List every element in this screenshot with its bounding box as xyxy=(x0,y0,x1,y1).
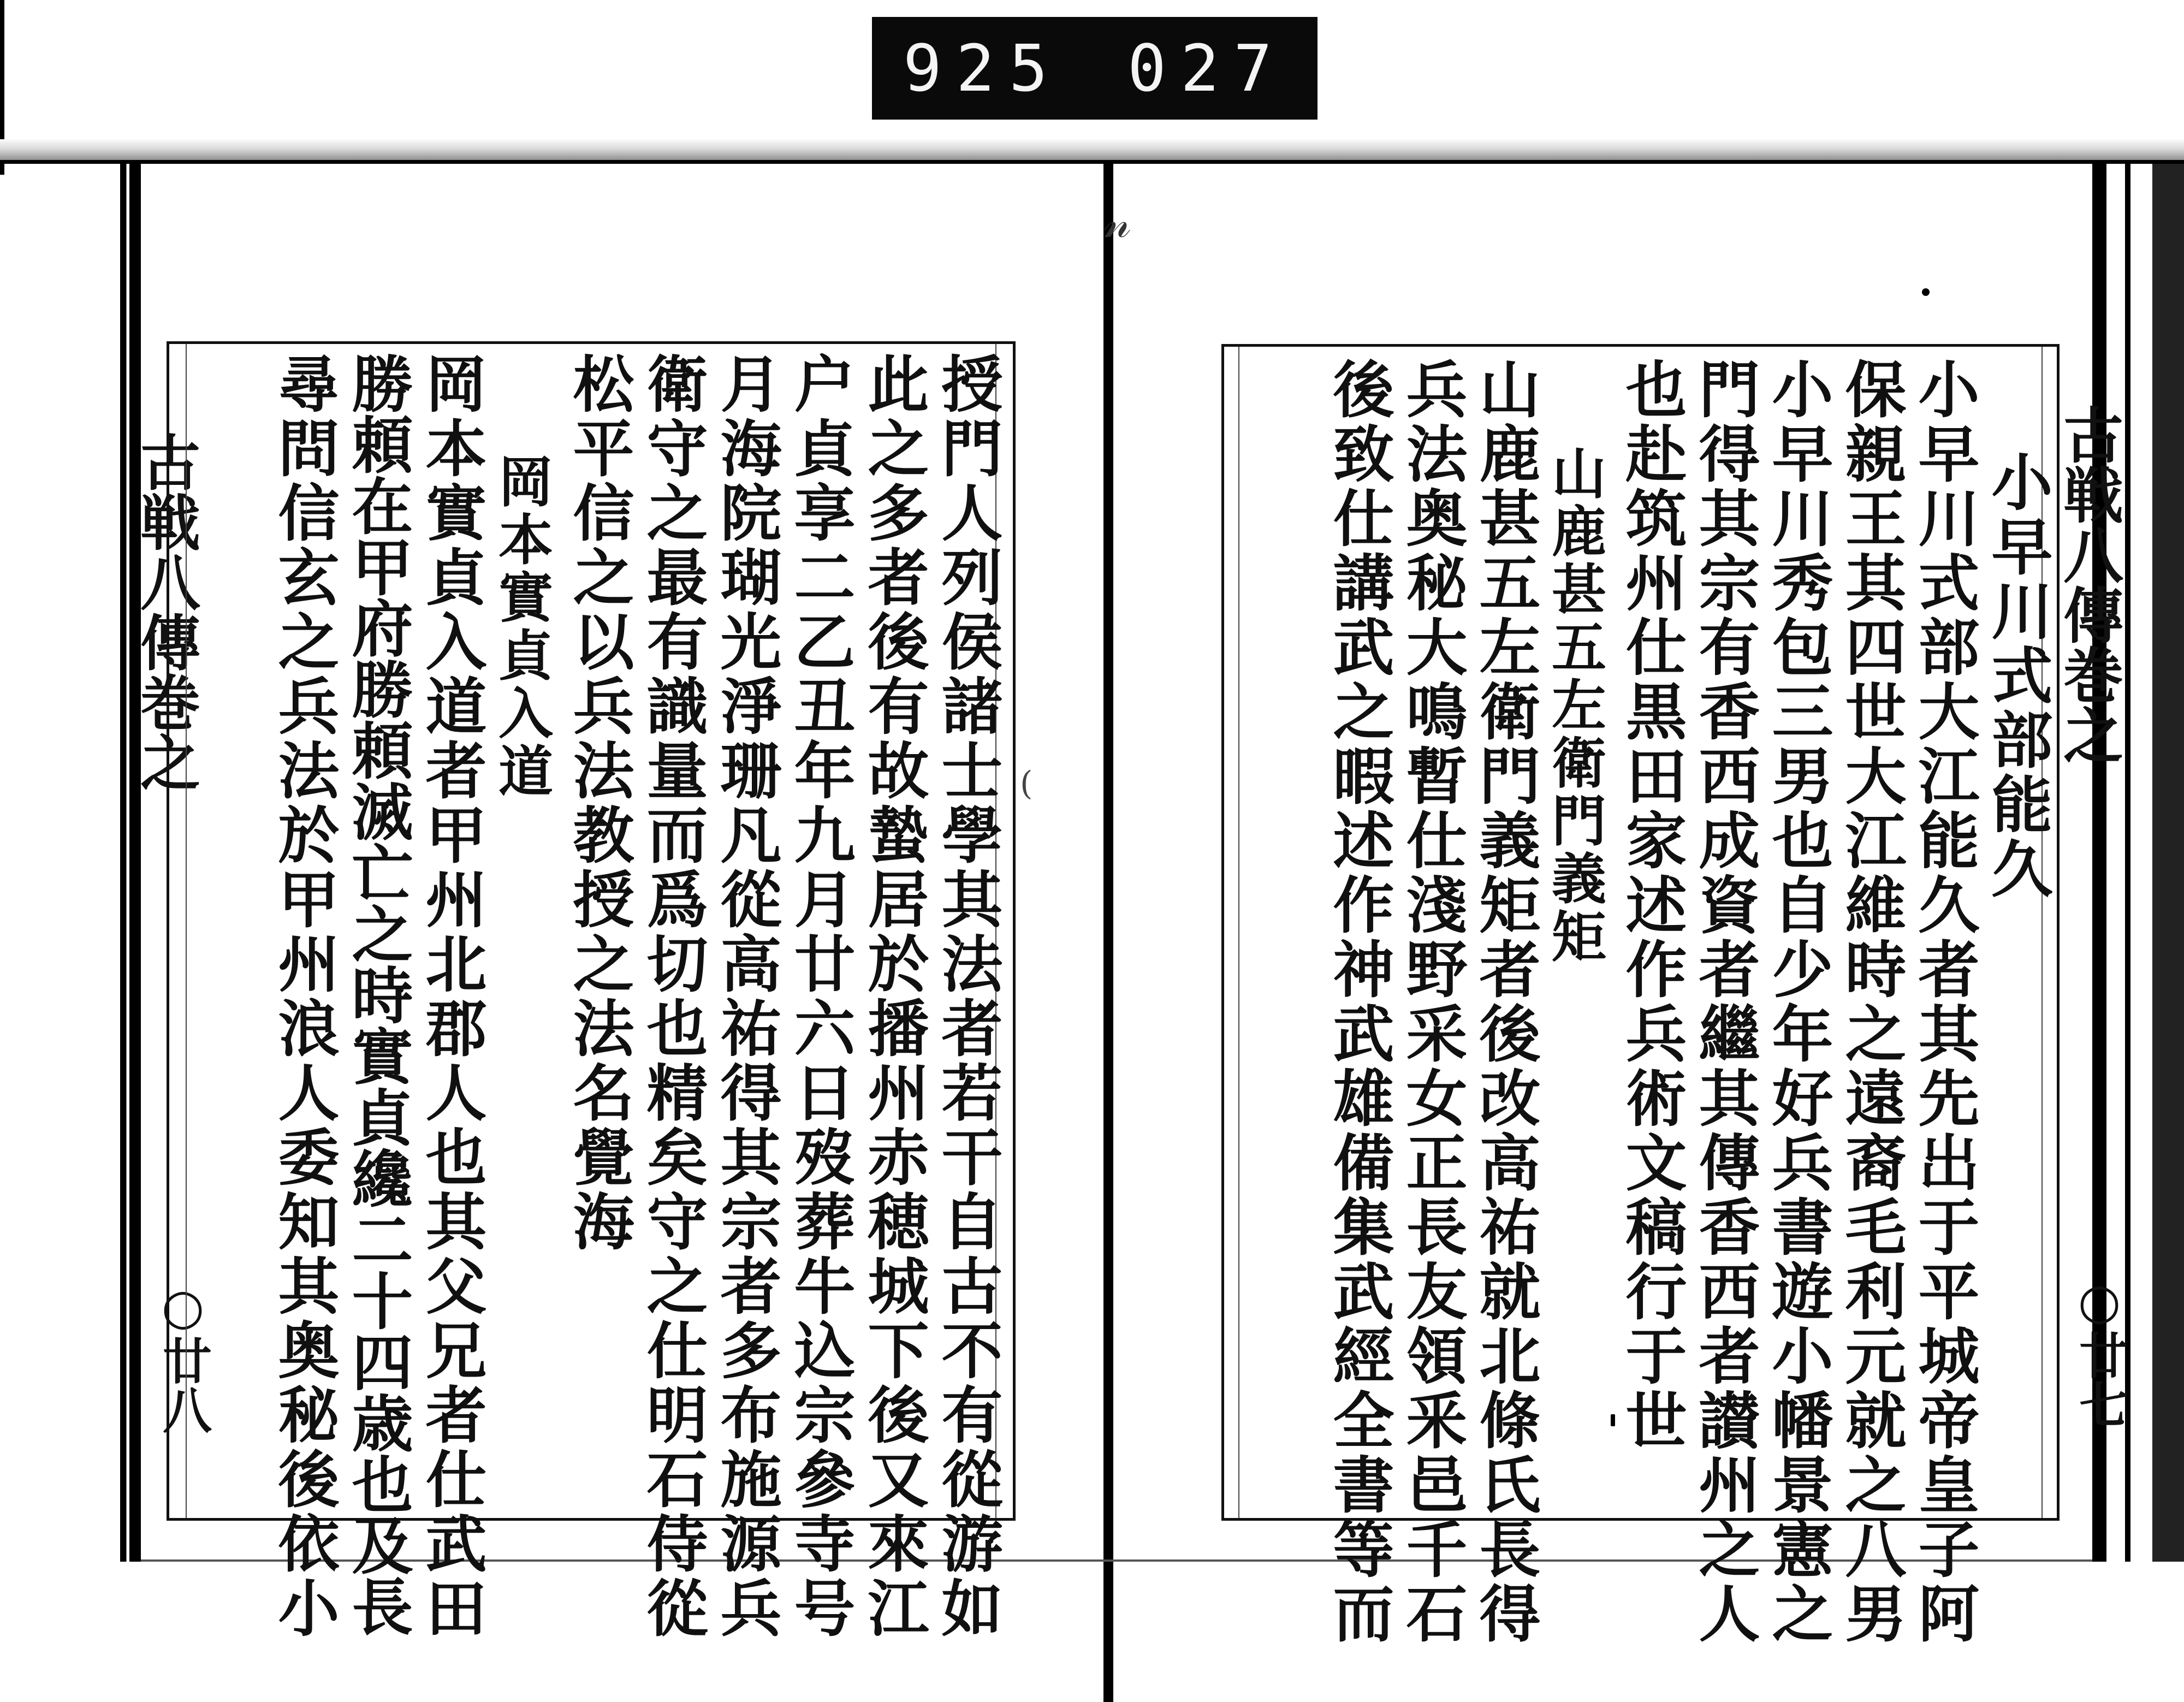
left-col-3: 户貞享二乙丑年九月廿六日歿葬牛込宗參寺号 xyxy=(784,352,856,1641)
scanner-top-line xyxy=(0,160,2184,164)
left-margin-title: 古戦八傳巻之 xyxy=(130,431,201,792)
right-col-7: 山鹿甚五左衛門義矩 xyxy=(1542,445,1607,966)
right-col-5: 門得其宗有香西成資者繼其傳香西者讃州之人 xyxy=(1689,358,1760,1646)
right-col-1: 小早川式部能久 xyxy=(1981,450,2053,902)
left-page-edge xyxy=(120,164,141,1562)
left-col-9: 勝頼在甲府勝頼滅亡之時實貞纔二十四歳也及長 xyxy=(342,352,413,1636)
right-page-number: ○廿七 xyxy=(2070,1272,2128,1428)
frame-number-left: 925 xyxy=(903,31,1062,106)
right-col-6: 也赴筑州仕黒田家述作兵術文稿行于世 xyxy=(1616,358,1687,1453)
right-col-9: 兵法奥秘大鳴暫仕淺野采女正長友領釆邑千石 xyxy=(1396,358,1468,1646)
left-page-text-block xyxy=(167,341,1016,1641)
ink-mark: ( xyxy=(1020,764,1033,803)
scanner-top-band xyxy=(0,139,2184,161)
right-col-10: 後致仕講武之暇述作神武雄備集武經全書等而 xyxy=(1323,358,1394,1646)
book-spine-gutter xyxy=(1103,164,1113,1702)
left-col-6: 松平信之以兵法教授之法名覺海 xyxy=(563,352,634,1254)
right-col-8: 山鹿甚五左衛門義矩者後改高祐就北條氏長得 xyxy=(1469,358,1541,1646)
right-col-2: 小早川式部大江能久者其先出于平城帝皇子阿 xyxy=(1908,358,1980,1646)
left-col-7: 岡本實貞入道 xyxy=(489,453,554,800)
right-margin-title: 古戦八傳巻之 xyxy=(2054,404,2124,764)
left-col-8: 岡本實貞入道者甲州北郡人也其父兄者仕武田 xyxy=(416,352,487,1641)
frame-number-plate xyxy=(872,17,1317,120)
right-col-4: 小早川秀包三男也自少年好兵書遊小幡景憲之 xyxy=(1762,358,1833,1646)
left-col-4: 月海院瑚光淨珊凡從高祐得其宗者多布施源兵 xyxy=(710,352,782,1641)
left-col-10: 尋問信玄之兵法於甲州浪人委知其奥秘後依小 xyxy=(268,352,340,1641)
right-col-3: 保親王其四世大江維時之遠裔毛利元就之八男 xyxy=(1835,358,1907,1646)
ink-dot xyxy=(1922,288,1930,296)
left-col-5: 衛守之最有識量而爲切也精矣守之仕明石侍從 xyxy=(637,352,708,1641)
left-col-1: 授門人列侯諸士學其法者若干自古不有從游如 xyxy=(931,352,1003,1641)
left-col-2: 此之多者後有故蟄居於播州赤穂城下後又來江 xyxy=(858,352,929,1641)
spine-mark: 𝓃 xyxy=(1104,197,1131,247)
right-page-text-block xyxy=(1221,344,2060,1646)
left-page-number: ○廿八 xyxy=(154,1278,212,1434)
frame-number-right: 027 xyxy=(1127,31,1287,106)
